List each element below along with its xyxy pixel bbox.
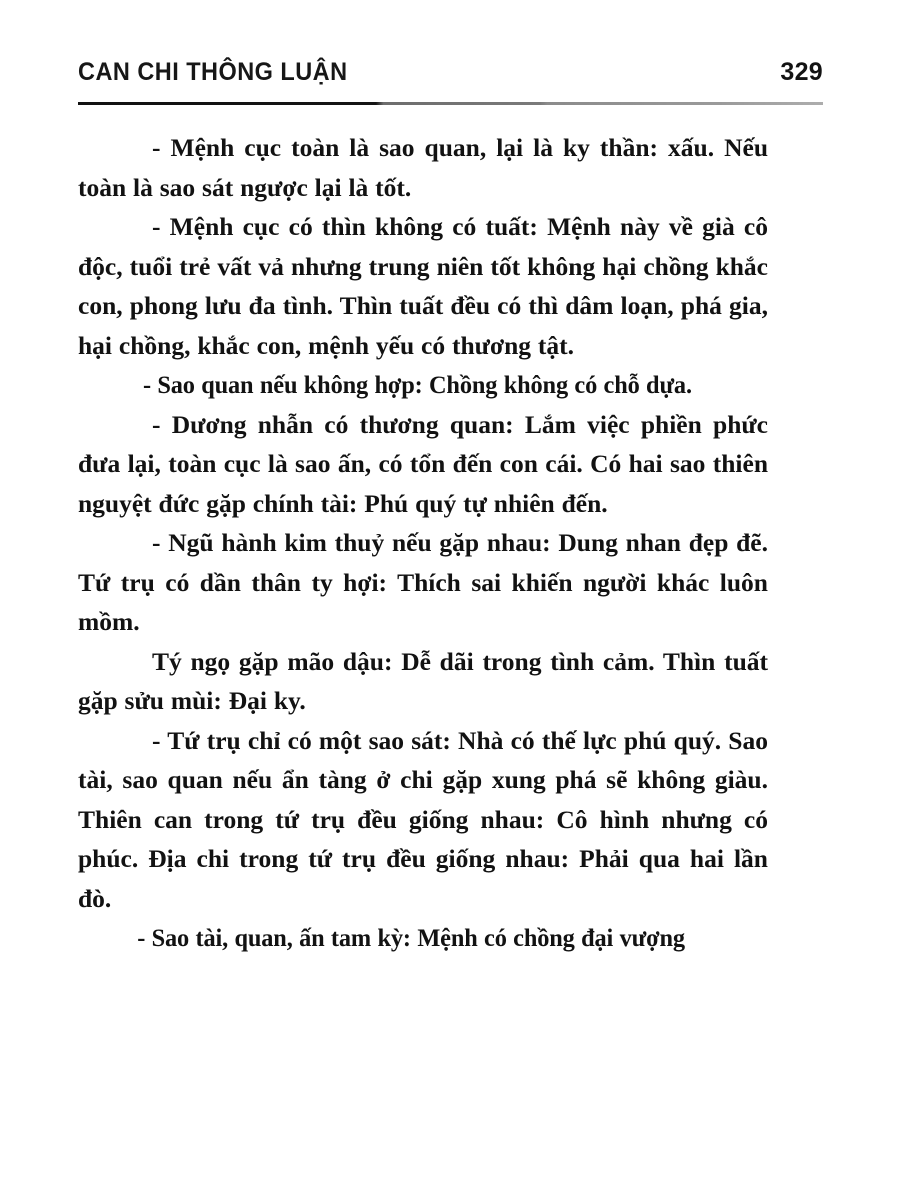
header-divider (78, 102, 823, 105)
paragraph: - Mệnh cục toàn là sao quan, lại là ky thần: xấu. Nếu toàn là sao sát ngược lại là tốt. (78, 133, 768, 202)
paragraph: - Sao quan nếu không hợp: Chồng không có chỗ dựa. (142, 370, 692, 399)
paragraph: - Tứ trụ chỉ có một sao sát: Nhà có thế lực phú quý. Sao tài, sao quan nếu ẩn tàng ở chi gặp xung phá sẽ không giàu. Thiên can trong tứ trụ đều giống nhau: Cô hình nhưng có phúc. Địa chi trong tứ trụ đều giống nhau: Phải qua hai lần đò. (78, 725, 768, 913)
paragraph: - Sao tài, quan, ấn tam kỳ: Mệnh có chồng đại vượng (137, 923, 685, 952)
page-header (78, 58, 823, 104)
running-title: CAN CHI THÔNG LUẬN (78, 58, 348, 86)
body-text (78, 128, 768, 958)
paragraph: - Mệnh cục có thìn không có tuất: Mệnh này về già cô độc, tuổi trẻ vất vả nhưng trung niên tốt không hại chồng khắc con, phong lưu đa tình. Thìn tuất đều có thì dâm loạn, phá gia, hại chồng, khắc con, mệnh yếu có thương tật. (78, 212, 768, 360)
header-row (78, 58, 823, 87)
paragraph: - Dương nhẫn có thương quan: Lắm việc phiền phức đưa lại, toàn cục là sao ấn, có tổn đến con cái. Có hai sao thiên nguyệt đức gặp chính tài: Phú quý tự nhiên đến. (78, 409, 768, 518)
paragraph: Tý ngọ gặp mão dậu: Dễ dãi trong tình cảm. Thìn tuất gặp sửu mùi: Đại ky. (78, 646, 768, 715)
paragraph: - Ngũ hành kim thuỷ nếu gặp nhau: Dung nhan đẹp đẽ. Tứ trụ có dần thân ty hợi: Thích sai khiến người khác luôn mồm. (78, 528, 768, 636)
page-number: 329 (780, 58, 823, 86)
